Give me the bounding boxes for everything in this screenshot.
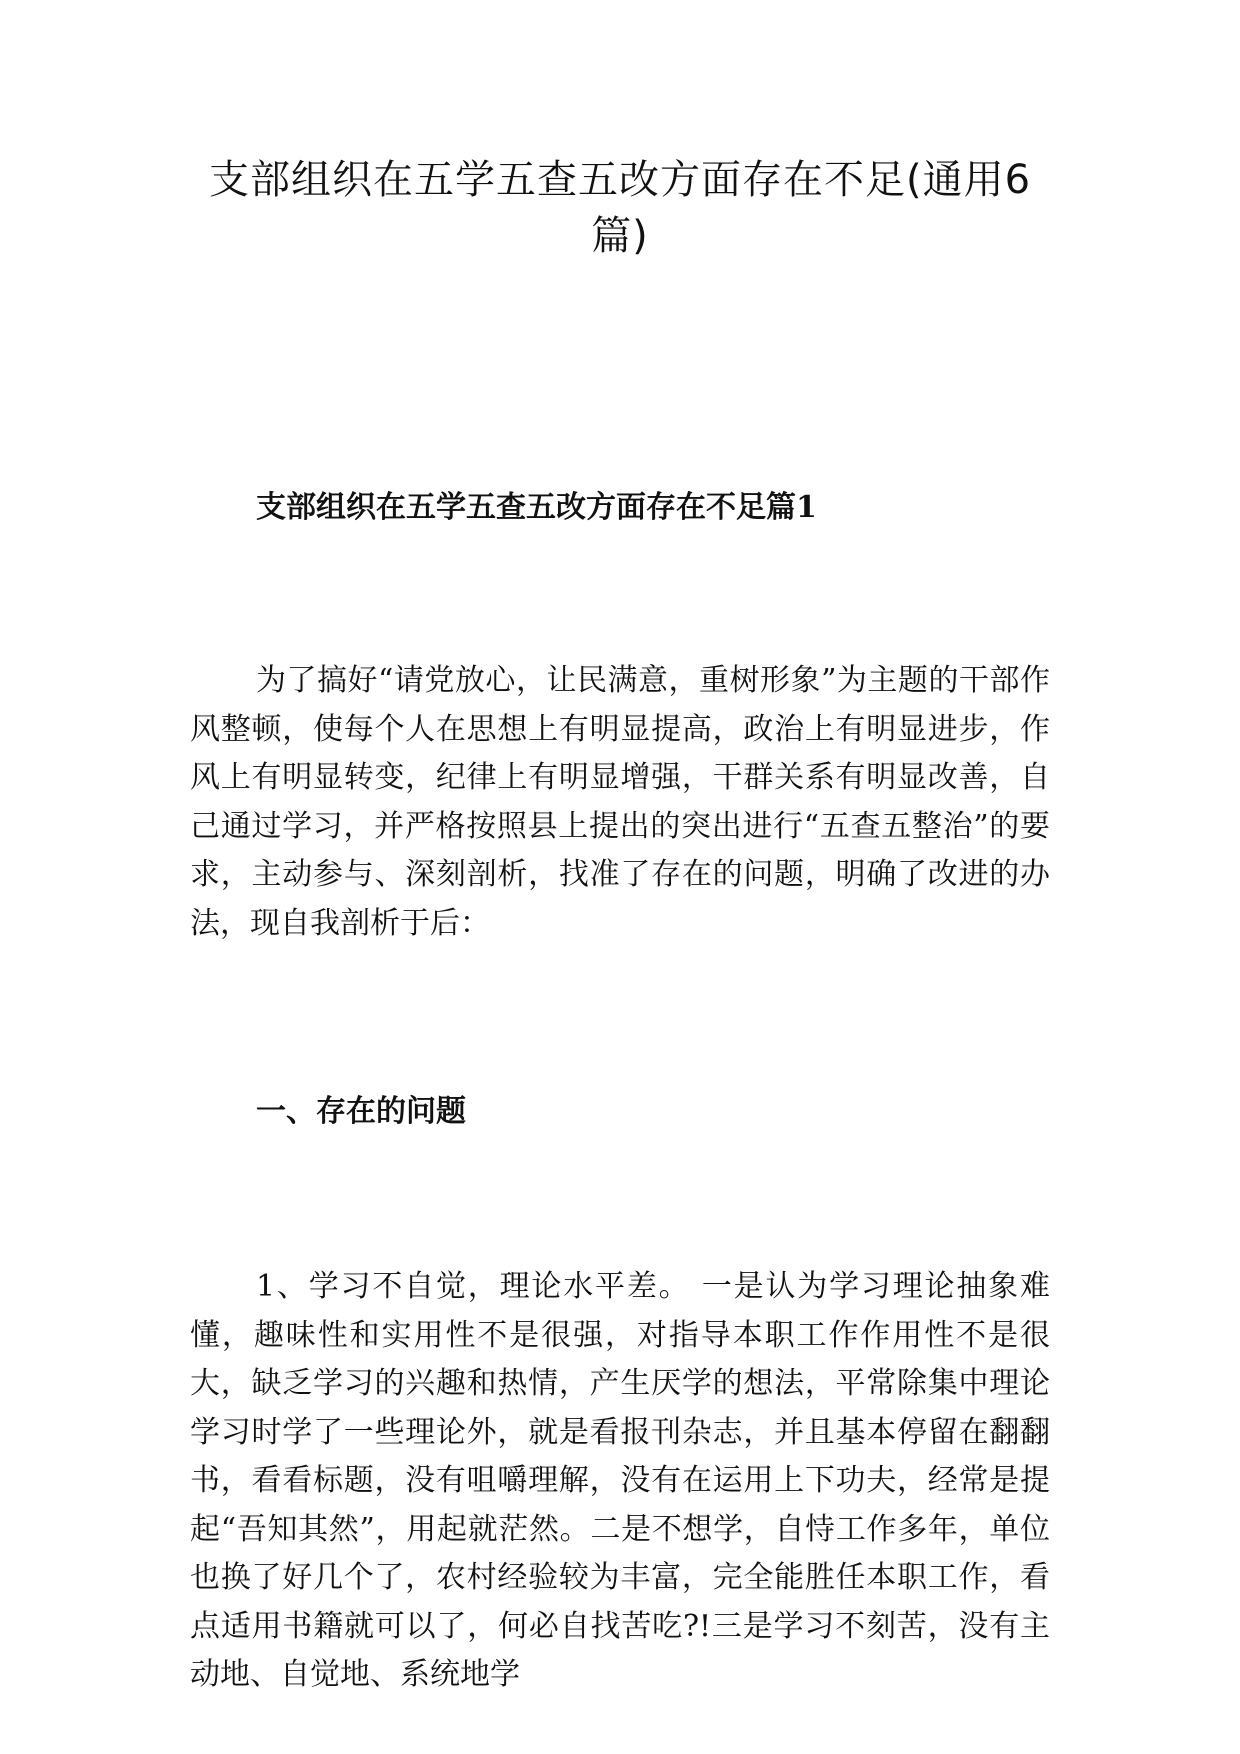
intro-paragraph: 为了搞好“请党放心，让民满意，重树形象”为主题的干部作风整顿，使每个人在思想上有明显提高，政治上有明显进步，作风上有明显转变，纪律上有明显增强，干群关系有明显改善，自己通过学习，并严格按照县上提出的突出进行“五查五整治”的要求，主动参与、深刻剖析，找准了存在的问题，明确了改进的办法，现自我剖析于后： <box>190 663 1050 941</box>
section-heading: 支部组织在五学五查五改方面存在不足篇1 <box>256 490 817 525</box>
document-title: 支部组织在五学五查五改方面存在不足(通用6篇) <box>208 157 1032 259</box>
subheading-problems: 一、存在的问题 <box>256 1094 466 1129</box>
point-1-paragraph: 1、学习不自觉，理论水平差。 一是认为学习理论抽象难懂，趣味性和实用性不是很强，对指导本职工作作用性不是很大，缺乏学习的兴趣和热情，产生厌学的想法，平常除集中理论学习时学了一些理论外，就是看报刊杂志，并且基本停留在翻翻书，看看标题，没有咀嚼理解，没有在运用上下功夫，经常是提起“吾知其然”，用起就茫然。二是不想学，自恃工作多年，单位也换了好几个了，农村经验较为丰富，完全能胜任本职工作，看点适用书籍就可以了，何必自找苦吃?!三是学习不刻苦，没有主动地、自觉地、系统地学 <box>190 1269 1050 1692</box>
